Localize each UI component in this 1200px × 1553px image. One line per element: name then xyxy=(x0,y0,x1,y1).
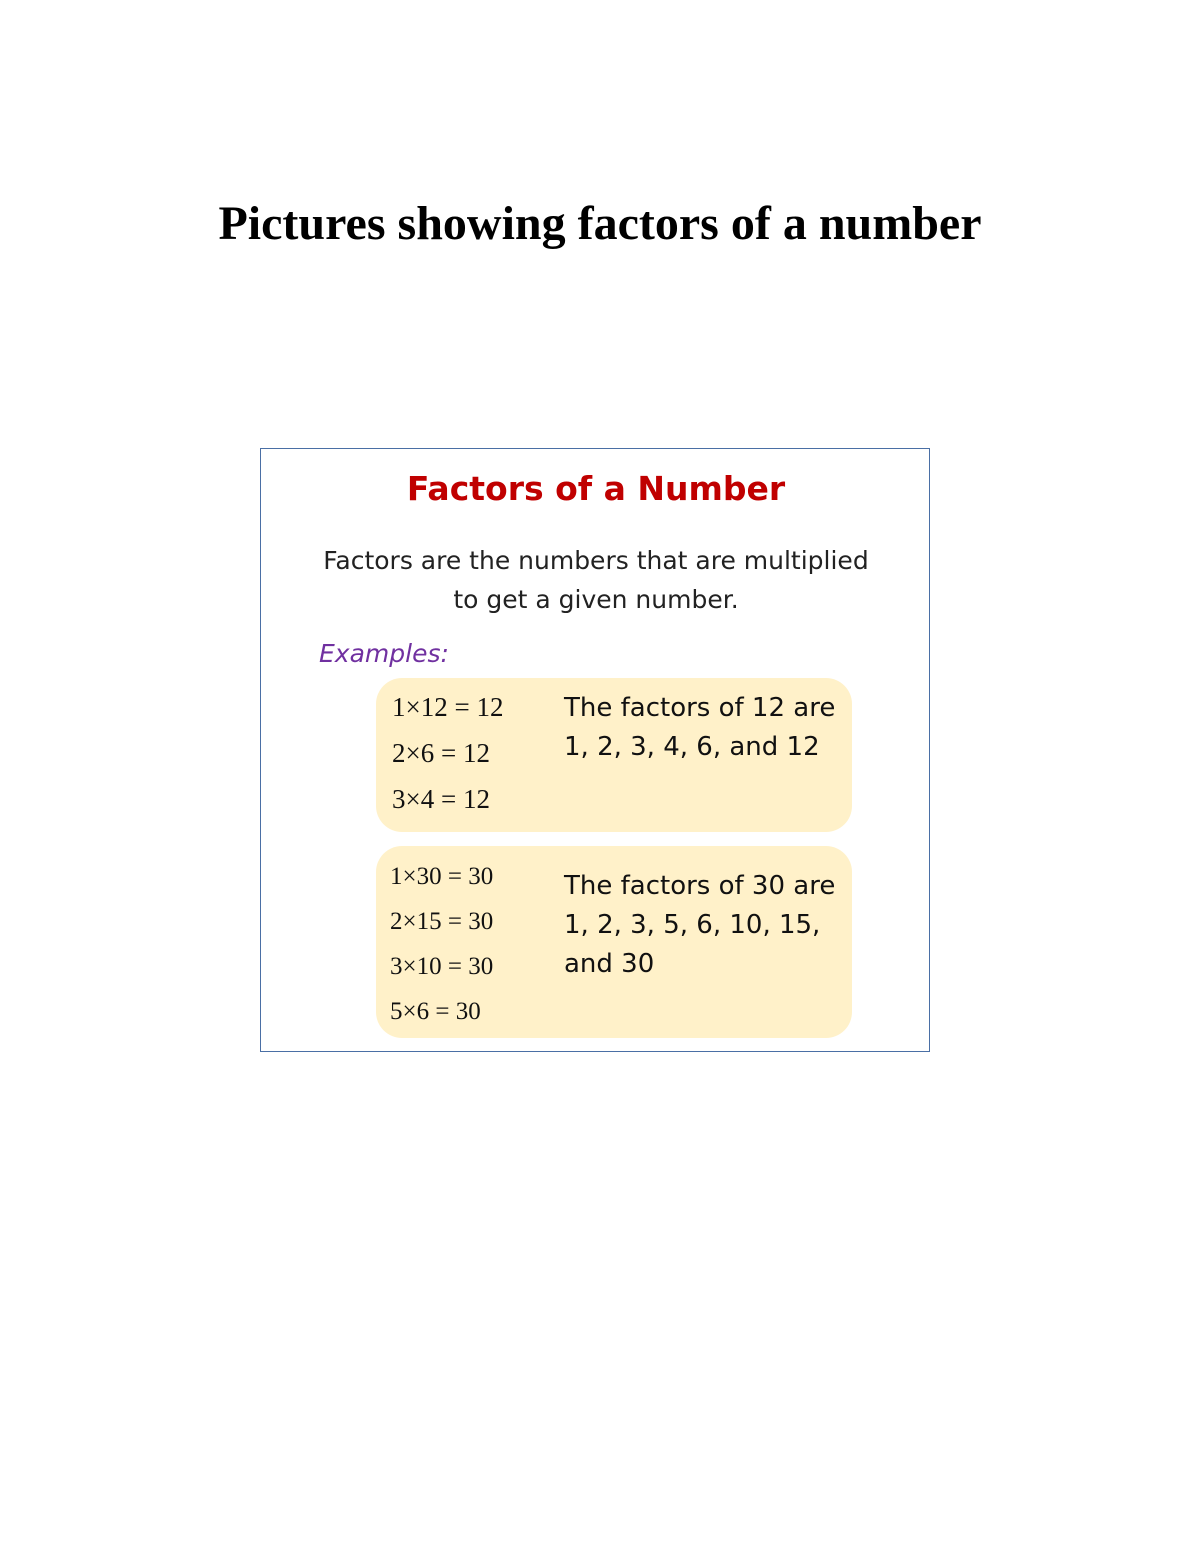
factors-figure xyxy=(260,448,930,1052)
figure-title: Factors of a Number xyxy=(406,469,786,508)
equation: 2×6 = 12 xyxy=(392,738,490,768)
example-box-12 xyxy=(376,678,852,832)
equation-list xyxy=(390,854,493,1034)
note-line: 1, 2, 3, 4, 6, and 12 xyxy=(564,732,820,762)
equation: 3×10 = 30 xyxy=(390,953,494,980)
equation: 1×30 = 30 xyxy=(390,863,494,890)
note-line: 1, 2, 3, 5, 6, 10, 15, xyxy=(564,910,821,940)
note-line: The factors of 30 are xyxy=(564,871,836,901)
equation: 2×15 = 30 xyxy=(390,908,494,935)
note-line: and 30 xyxy=(564,949,655,979)
note-line: The factors of 12 are xyxy=(564,693,836,723)
equation: 5×6 = 30 xyxy=(390,998,481,1025)
document-title: Pictures showing factors of a number xyxy=(218,197,982,250)
definition-text xyxy=(261,541,931,619)
equation: 3×4 = 12 xyxy=(392,784,490,814)
examples-label: Examples: xyxy=(319,639,449,668)
example-box-30 xyxy=(376,846,852,1038)
equation-list xyxy=(392,684,503,822)
equation: 1×12 = 12 xyxy=(392,692,504,722)
factors-note xyxy=(564,689,844,767)
definition-line: Factors are the numbers that are multiplied xyxy=(323,546,869,575)
factors-note xyxy=(564,867,844,984)
definition-line: to get a given number. xyxy=(453,585,739,614)
